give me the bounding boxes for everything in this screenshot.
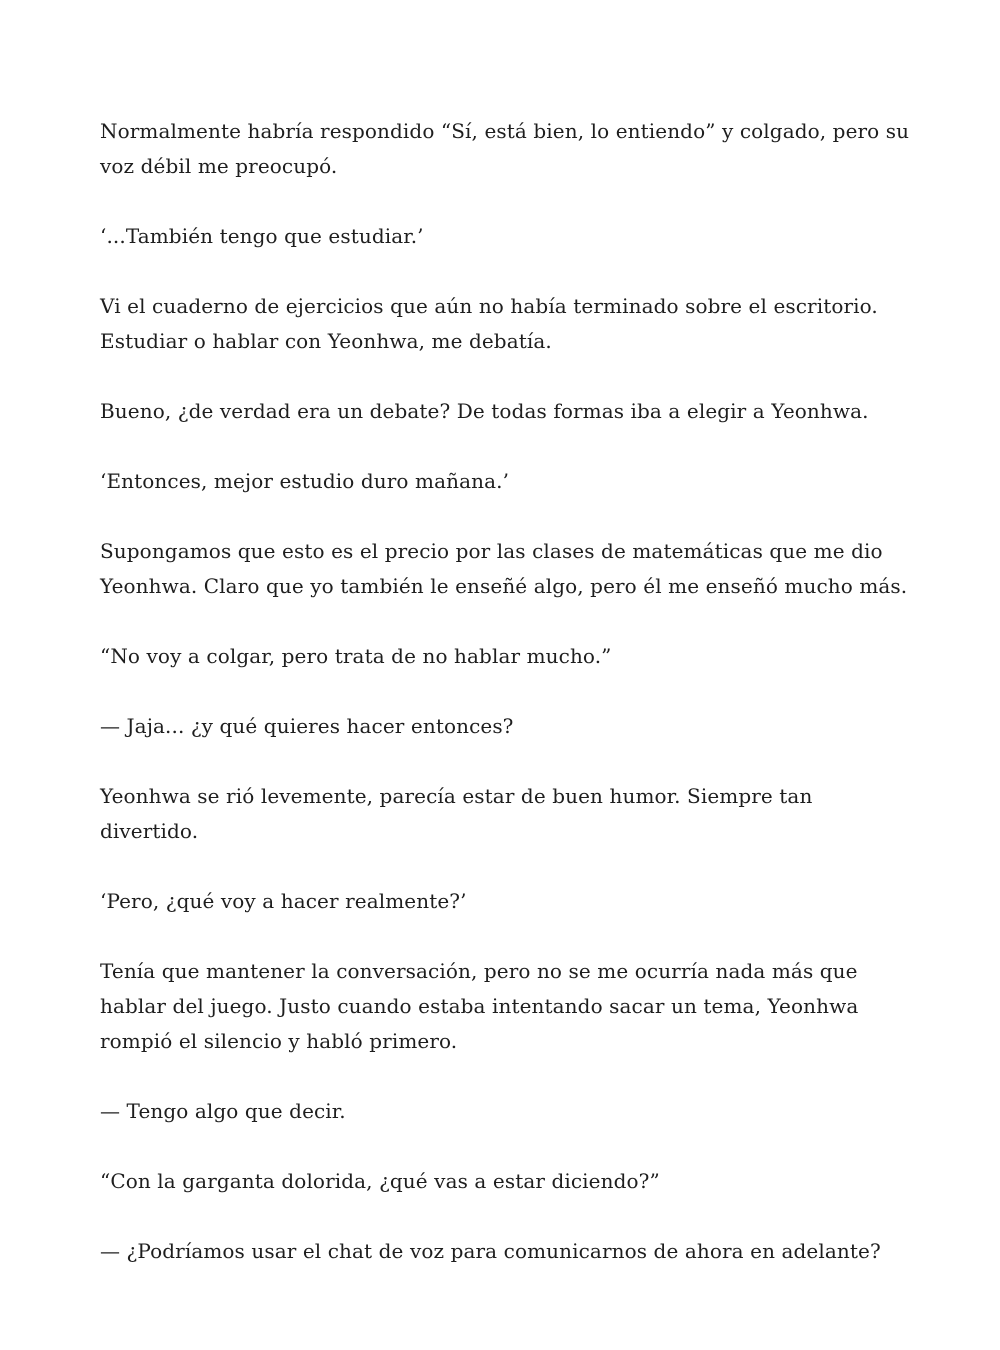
paragraph: “No voy a colgar, pero trata de no hablar mucho.” <box>100 644 612 668</box>
paragraph: Bueno, ¿de verdad era un debate? De todas formas iba a elegir a Yeonhwa. <box>100 399 869 423</box>
paragraph: Yeonhwa se rió levemente, parecía estar de buen humor. Siempre tan divertido. <box>100 784 813 843</box>
paragraph: Tenía que mantener la conversación, pero no se me ocurría nada más que hablar del juego. Justo cuando estaba intentando sacar un tema, Yeonhwa rompió el silencio y habló primero. <box>100 959 859 1053</box>
document-body <box>100 114 910 1304</box>
paragraph: “Con la garganta dolorida, ¿qué vas a estar diciendo?” <box>100 1169 660 1193</box>
paragraph: — ¿Podríamos usar el chat de voz para comunicarnos de ahora en adelante? <box>100 1239 881 1263</box>
paragraph: ‘...También tengo que estudiar.’ <box>100 224 424 248</box>
paragraph: Normalmente habría respondido “Sí, está bien, lo entiendo” y colgado, pero su voz débil me preocupó. <box>100 119 910 178</box>
paragraph: ‘Entonces, mejor estudio duro mañana.’ <box>100 469 510 493</box>
paragraph: ‘Pero, ¿qué voy a hacer realmente?’ <box>100 889 467 913</box>
paragraph: — Jaja... ¿y qué quieres hacer entonces? <box>100 714 514 738</box>
paragraph: Supongamos que esto es el precio por las clases de matemáticas que me dio Yeonhwa. Claro que yo también le enseñé algo, pero él me enseñó mucho más. <box>100 539 908 598</box>
paragraph: Vi el cuaderno de ejercicios que aún no había terminado sobre el escritorio. Estudiar o hablar con Yeonhwa, me debatía. <box>100 294 878 353</box>
paragraph: — Tengo algo que decir. <box>100 1099 346 1123</box>
